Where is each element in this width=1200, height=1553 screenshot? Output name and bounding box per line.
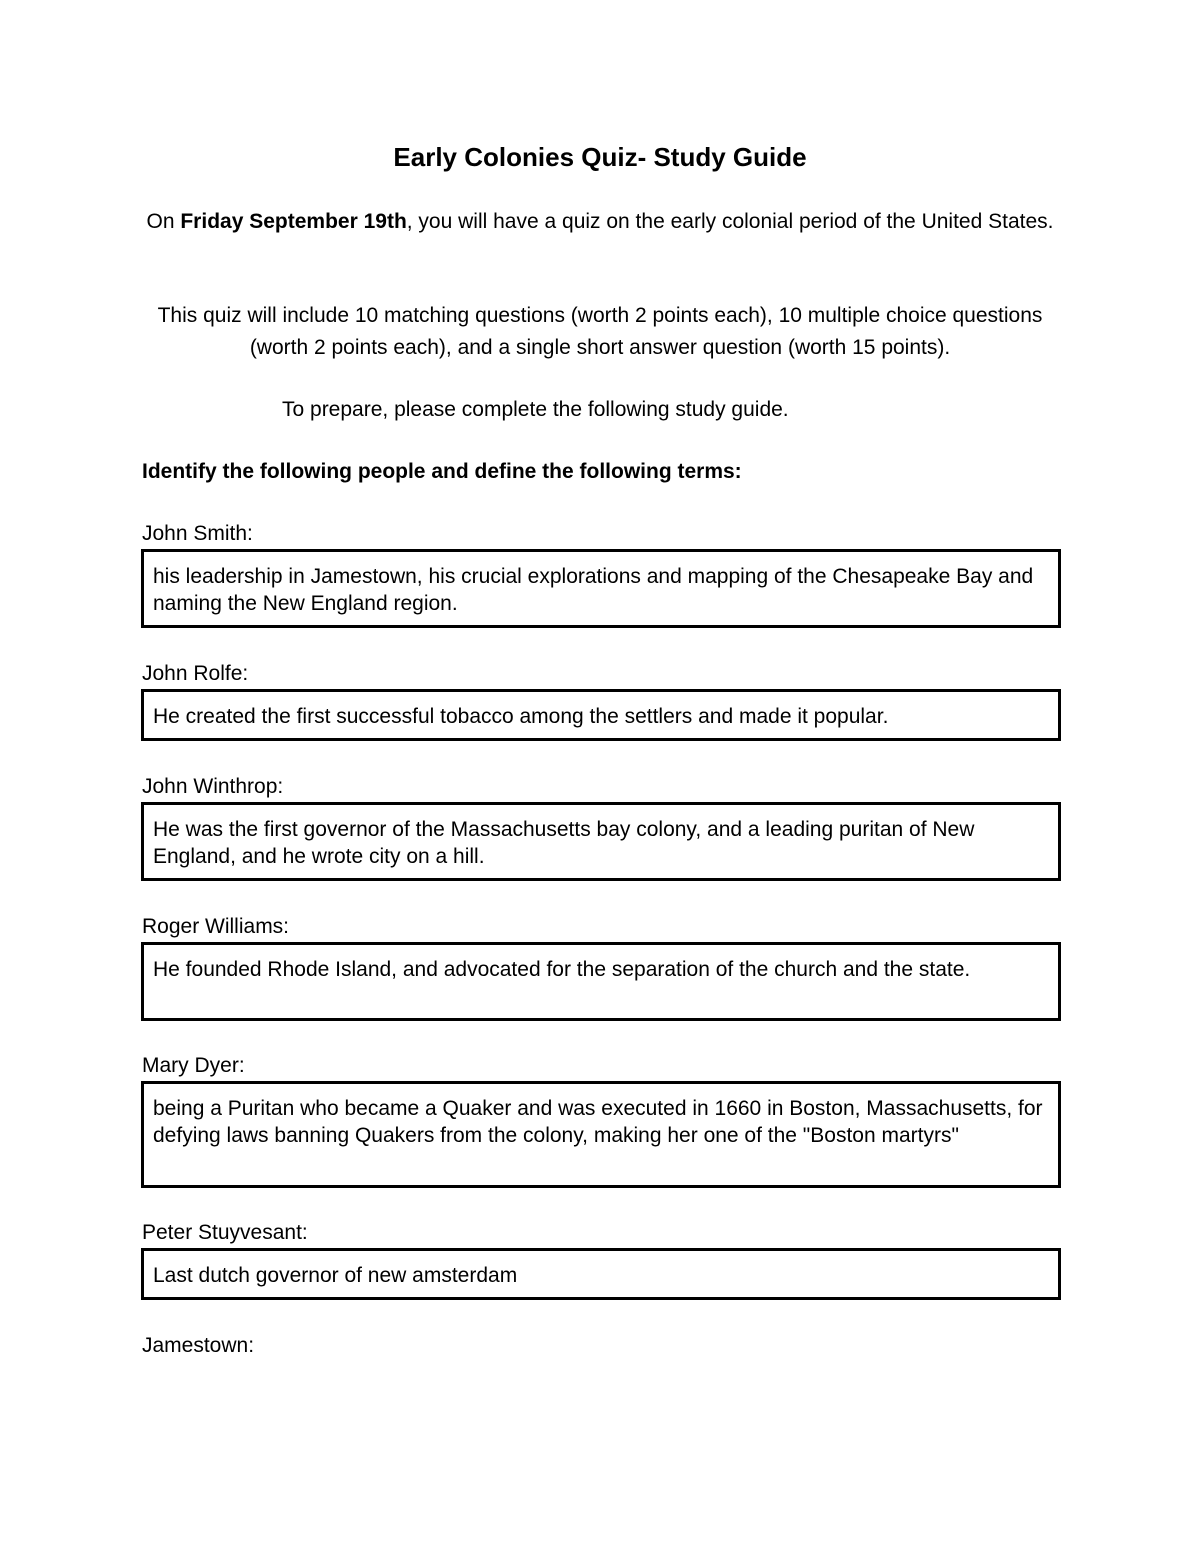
prepare-instruction: To prepare, please complete the following study guide. <box>282 398 789 421</box>
answer-box-john-rolfe[interactable]: He created the first successful tobacco among the settlers and made it popular. <box>141 689 1061 741</box>
term-label-peter-stuyvesant: Peter Stuyvesant: <box>142 1221 308 1244</box>
intro-text-before: On <box>146 210 181 233</box>
quiz-date: Friday September 19th <box>180 210 407 233</box>
term-label-mary-dyer: Mary Dyer: <box>142 1054 245 1077</box>
answer-box-john-winthrop[interactable]: He was the first governor of the Massachusetts bay colony, and a leading puritan of New England, and he wrote city on a hill. <box>141 802 1061 881</box>
term-label-john-smith: John Smith: <box>142 522 253 545</box>
answer-box-roger-williams[interactable]: He founded Rhode Island, and advocated for the separation of the church and the state. <box>141 942 1061 1021</box>
term-label-roger-williams: Roger Williams: <box>142 915 290 938</box>
section-instructions: Identify the following people and define the following terms: <box>142 460 742 483</box>
term-label-john-rolfe: John Rolfe: <box>142 662 249 685</box>
page-title: Early Colonies Quiz- Study Guide <box>393 142 807 172</box>
answer-box-peter-stuyvesant[interactable]: Last dutch governor of new amsterdam <box>141 1248 1061 1300</box>
term-label-jamestown: Jamestown: <box>142 1334 255 1357</box>
intro-text-after: , you will have a quiz on the early colonial period of the United States. <box>406 210 1054 233</box>
answer-box-mary-dyer[interactable]: being a Puritan who became a Quaker and was executed in 1660 in Boston, Massachusetts, for defying laws banning Quakers from the colony, making her one of the "Boston martyrs" <box>141 1081 1061 1188</box>
quiz-date-paragraph <box>140 206 1060 238</box>
answer-box-john-smith[interactable]: his leadership in Jamestown, his crucial explorations and mapping of the Chesapeake Bay and naming the New England region. <box>141 549 1061 628</box>
quiz-format-paragraph: This quiz will include 10 matching questions (worth 2 points each), 10 multiple choice questions (worth 2 points each), and a single short answer question (worth 15 points). <box>157 304 1043 359</box>
term-label-john-winthrop: John Winthrop: <box>142 775 284 798</box>
